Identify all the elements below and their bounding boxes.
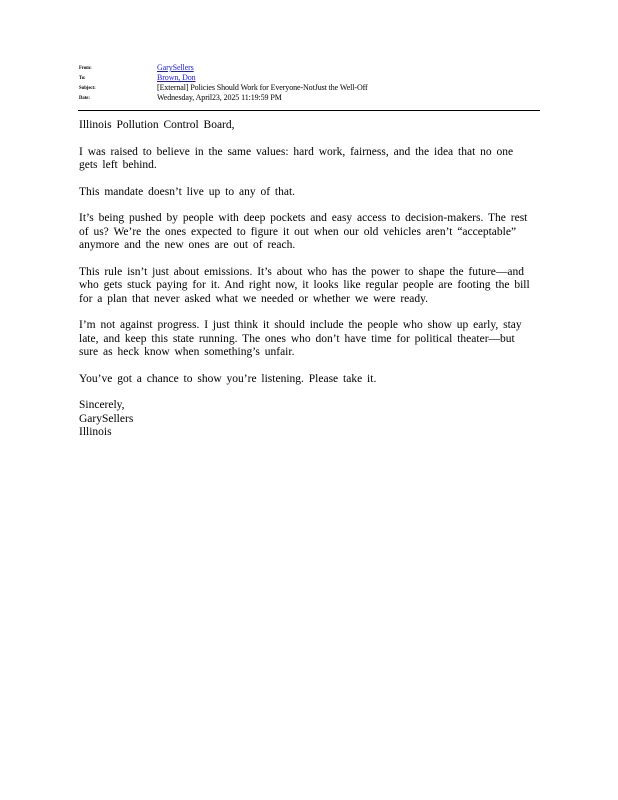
from-label: From: xyxy=(79,65,92,71)
salutation: Illinois Pollution Control Board, xyxy=(79,119,235,131)
body-paragraph: This mandate doesn’t live up to any of that. xyxy=(79,185,296,198)
closing: Sincerely, xyxy=(79,399,125,411)
signature-location: Illinois xyxy=(79,426,112,438)
date-row xyxy=(79,93,539,103)
date-label: Date: xyxy=(79,95,90,101)
email-body xyxy=(79,119,535,440)
recipient-link[interactable]: Brown, Don xyxy=(157,73,196,82)
to-label: To: xyxy=(79,75,86,81)
email-header xyxy=(79,63,539,103)
signature-block xyxy=(79,399,535,440)
subject-label: Subject: xyxy=(79,85,96,91)
body-paragraph: It’s being pushed by people with deep pockets and easy access to decision-makers. The rest of us? We’re the ones expected to figure it out when our old vehicles aren’t “acceptable” anymore and the new ones are out of reach. xyxy=(79,212,528,251)
to-row xyxy=(79,73,539,83)
from-row xyxy=(79,63,539,73)
subject-row xyxy=(79,83,539,93)
body-paragraph: You’ve got a chance to show you’re listening. Please take it. xyxy=(79,372,377,385)
sender-link[interactable]: GarySellers xyxy=(157,63,194,72)
signature-name: GarySellers xyxy=(79,412,134,425)
subject-value: [External] Policies Should Work for Everyone-NotJust the Well-Off xyxy=(157,83,368,92)
body-paragraph: This rule isn’t just about emissions. It’s about who has the power to shape the future—and who gets stuck paying for it. And right now, it looks like regular people are footing the bill for a plan that never asked what we needed or whether we were ready. xyxy=(79,265,530,305)
date-value: Wednesday, April23, 2025 11:19:59 PM xyxy=(157,93,282,102)
body-paragraph: I’m not against progress. I just think it should include the people who show up early, stay late, and keep this state running. The ones who don’t have time for political theater—but sure as heck know when something’s unfair. xyxy=(79,319,522,358)
body-paragraph: I was raised to believe in the same values: hard work, fairness, and the idea that no one gets left behind. xyxy=(79,145,514,171)
header-divider xyxy=(78,110,540,111)
